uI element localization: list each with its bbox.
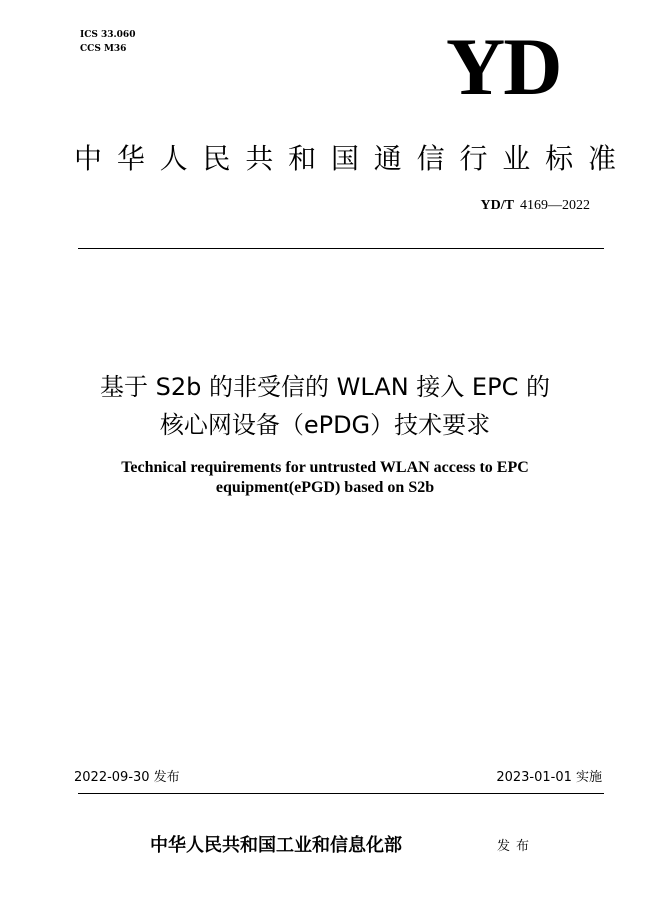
standard-type-heading bbox=[74, 139, 616, 179]
title-en-line-1: Technical requirements for untrusted WLAN access to EPC bbox=[121, 459, 529, 476]
standard-number bbox=[481, 196, 590, 216]
standard-type-char: 中 bbox=[74, 142, 103, 175]
publisher-name: 中华人民共和国工业和信息化部 bbox=[150, 835, 402, 856]
standard-type-char: 民 bbox=[202, 142, 231, 175]
standard-number-value: 4169—2022 bbox=[520, 198, 590, 213]
standard-type-char: 通 bbox=[373, 142, 402, 175]
standard-type-char: 华 bbox=[116, 142, 145, 175]
implementation-date: 2023-01-01 实施 bbox=[496, 770, 602, 785]
standard-type-char: 业 bbox=[502, 142, 531, 175]
ics-code: ICS 33.060 bbox=[80, 30, 136, 40]
standard-type-char: 行 bbox=[459, 142, 488, 175]
standard-type-char: 共 bbox=[245, 142, 274, 175]
issue-date: 2022-09-30 发布 bbox=[74, 770, 180, 785]
publish-label: 发布 bbox=[497, 839, 536, 854]
standard-type-char: 准 bbox=[587, 142, 616, 175]
standard-type-char: 标 bbox=[545, 142, 574, 175]
standard-type-char: 人 bbox=[159, 142, 188, 175]
yd-logo: YD bbox=[446, 21, 561, 112]
title-zh-line-2: 核心网设备（ePDG）技术要求 bbox=[159, 411, 491, 439]
ccs-code: CCS M36 bbox=[80, 44, 127, 54]
top-divider bbox=[78, 248, 604, 249]
standard-type-char: 国 bbox=[330, 142, 359, 175]
standard-number-prefix: YD/T bbox=[480, 198, 514, 213]
title-en-line-2: equipment(ePGD) based on S2b bbox=[215, 479, 435, 496]
standard-type-char: 和 bbox=[288, 142, 317, 175]
title-zh-line-1: 基于 S2b 的非受信的 WLAN 接入 EPC 的 bbox=[100, 373, 550, 401]
standard-type-char: 信 bbox=[416, 142, 445, 175]
bottom-divider bbox=[78, 793, 604, 794]
